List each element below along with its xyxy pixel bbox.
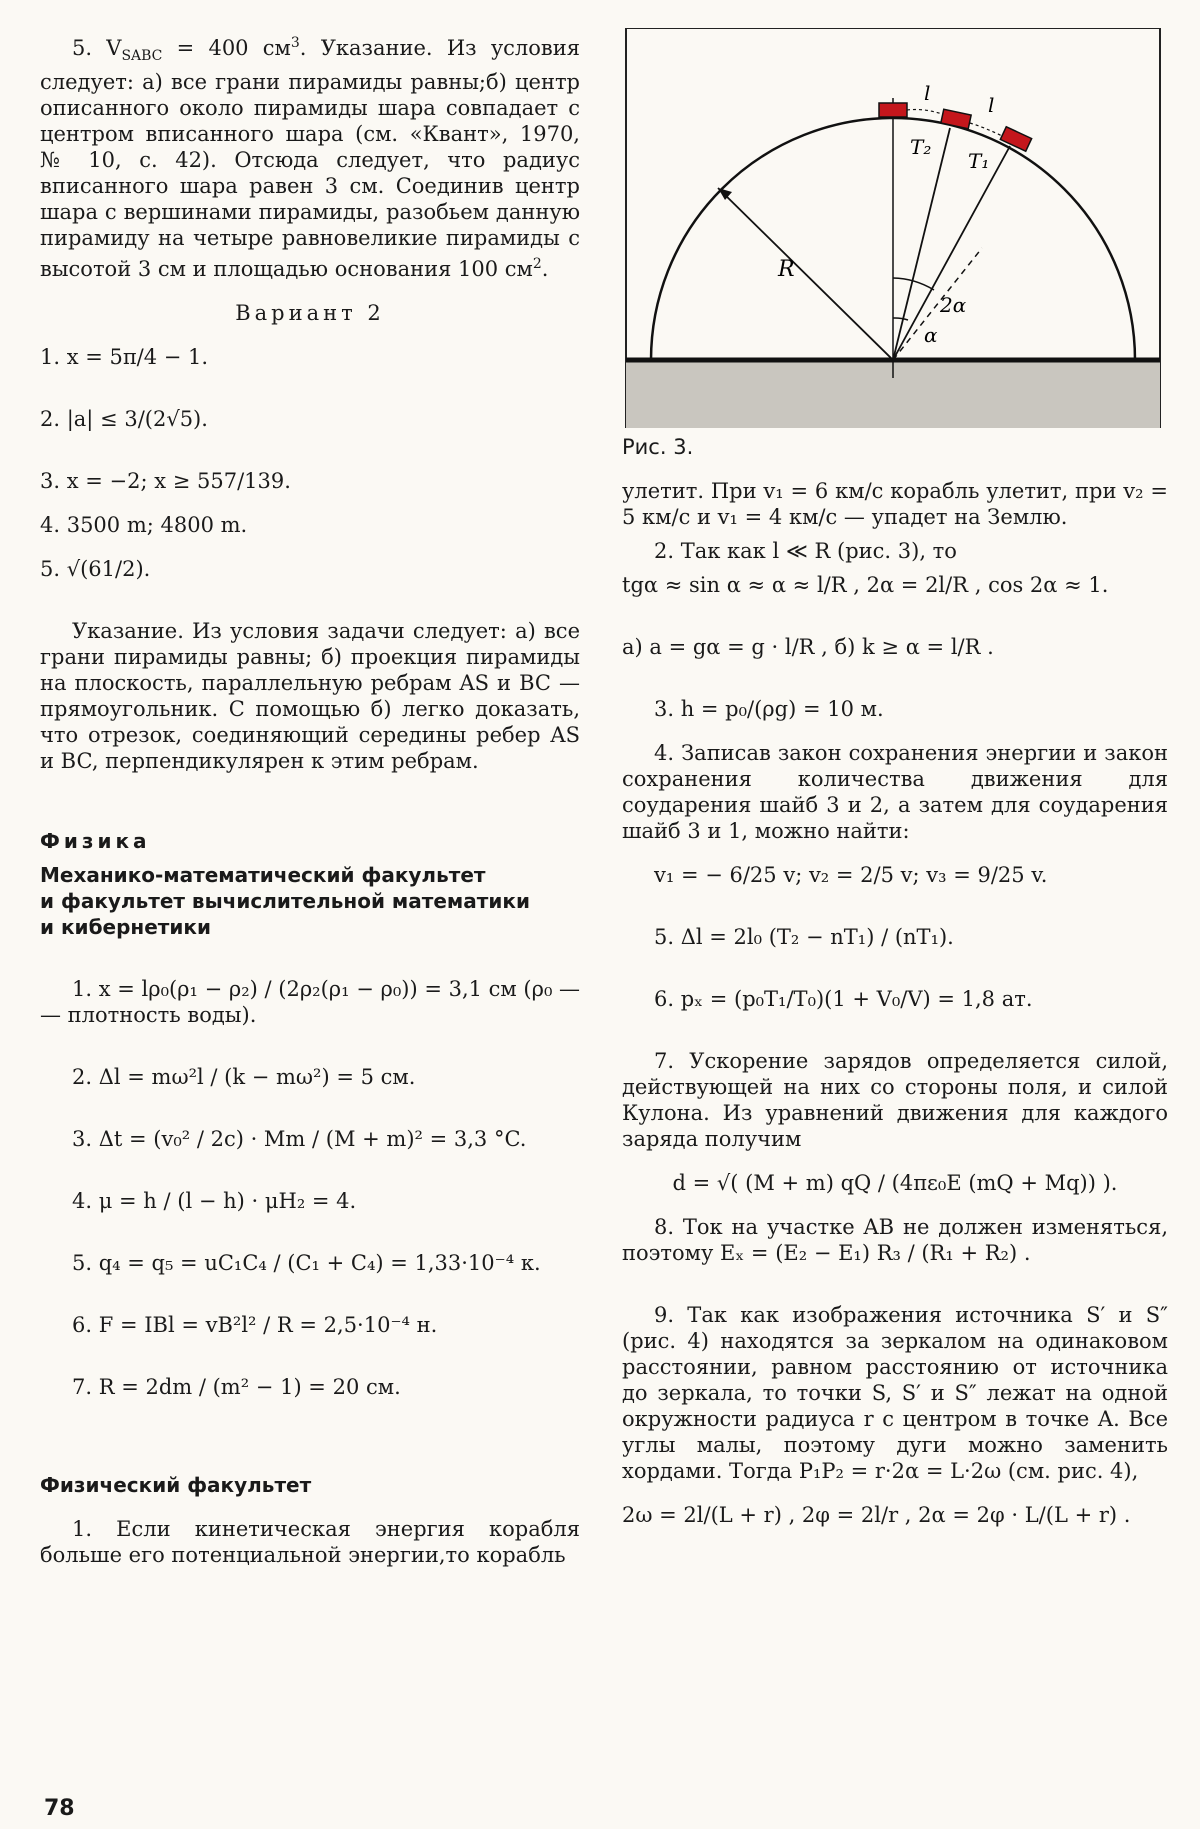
right-item-2-formula-1: tgα ≈ sin α ≈ α ≈ l/R , 2α = 2l/R , cos 2α ≈ 1. <box>622 573 1109 597</box>
label-2a: 2α <box>940 293 967 317</box>
right-item-2-formula-2: а) a = gα = g · l/R , б) k ≥ α = l/R . <box>622 635 994 659</box>
right-column <box>622 18 1168 1528</box>
right-item-4-formula: v₁ = − 6/25 v; v₂ = 2/5 v; v₃ = 9/25 v. <box>654 863 1048 887</box>
physics-item-5: 5. q₄ = q₅ = uC₁C₄ / (C₁ + C₄) = 1,33·10⁻⁴ к. <box>72 1251 541 1276</box>
right-item-7: 7. Ускорение зарядов определяется силой, действующей на них со стороны поля, и силой Кулона. Из уравнений движения для каждого заряда получим <box>622 1049 1168 1151</box>
right-item-6: 6. pₓ = (p₀T₁/T₀)(1 + V₀/V) = 1,8 ат. <box>654 987 1033 1011</box>
right-item-5: 5. Δl = 2l₀ (T₂ − nT₁) / (nT₁). <box>654 925 954 949</box>
phys-faculty-heading: Физический факультет <box>40 1473 312 1498</box>
car-3 <box>1000 127 1031 152</box>
right-item-7-formula: d = √( (M + m) qQ / (4πε₀E (mQ + Mq)) ). <box>672 1171 1118 1195</box>
right-item-2: 2. Так как l ≪ R (рис. 3), то <box>654 539 957 563</box>
physics-item-7: 7. R = 2dm / (m² − 1) = 20 см. <box>72 1375 401 1400</box>
physics-item-4: 4. μ = h / (l − h) · μH₂ = 4. <box>72 1189 357 1214</box>
variant-item-2: 2. |a| ≤ 3/(2√5). <box>40 407 208 432</box>
physics-item-6: 6. F = IBl = vB²l² / R = 2,5·10⁻⁴ н. <box>72 1313 438 1338</box>
car-1 <box>879 103 907 117</box>
physics-heading: Физика <box>40 829 151 854</box>
variant-title: Вариант 2 <box>235 301 385 326</box>
link-2 <box>970 123 1002 136</box>
radius-line <box>718 188 893 360</box>
physics-item-2: 2. Δl = mω²l / (k − mω²) = 5 см. <box>72 1065 416 1090</box>
link-1 <box>907 110 942 115</box>
left-column <box>40 30 580 1568</box>
hint-paragraph: Указание. Из условия задачи следует: а) все грани пирамиды равны; б) проекция пирамиды на плоскость, параллельную ребрам AS и BC — прямоугольник. С помощью б) легко доказать, что отрезок, соединяющий середины ребер AS и BC, перпендикулярен к этим ребрам. <box>40 619 580 774</box>
variant-item-1: 1. x = 5π/4 − 1. <box>40 345 209 370</box>
right-item-9-formula: 2ω = 2l/(L + r) , 2φ = 2l/r , 2α = 2φ · L/(L + r) . <box>622 1503 1131 1527</box>
variant-item-3: 3. x = −2; x ≥ 557/139. <box>40 469 291 494</box>
figure-3 <box>622 28 1168 428</box>
right-item-4: 4. Записав закон сохранения энергии и закон сохранения количества движения для соударения шайб 3 и 2, а затем для соударения шайб 3 и 1, можно найти: <box>622 741 1168 843</box>
page-number: 78 <box>44 1796 75 1821</box>
car-2 <box>941 109 971 129</box>
phys-faculty-item-1: 1. Если кинетическая энергия корабля больше его потенциальной энергии,то корабль <box>40 1517 580 1568</box>
physics-item-1-cont: — плотность воды). <box>40 1003 257 1028</box>
answer-5: 5. $V_{SABC} = 400$ $см^3$. Указание. Из условия следует: а) все грани пирамиды равны;б) центр описанного около пирамиды шара совпадает с центром вписанного шара (см. «Квант», 1970, № 10, с. 42). Отсюда следует, что радиус вписанного шара равен 3 см. Соединив центр шара с вершинами пирамиды, разобьем данную пирамиду на четыре равновеликие пирамиды с высотой 3 см и площадью основания 100 $см^2$. <box>40 35 580 282</box>
figure-caption: Рис. 3. <box>622 435 694 459</box>
angle-arc-a <box>893 318 908 320</box>
label-r: R <box>778 257 795 282</box>
thread-t1 <box>893 146 1010 360</box>
faculty-title-line-3: и кибернетики <box>40 915 211 940</box>
variant-item-4: 4. 3500 m; 4800 m. <box>40 513 248 538</box>
label-l-1: l <box>924 81 931 105</box>
figure-3-drawing <box>622 28 1168 428</box>
faculty-title-line-1: Механико-математический факультет <box>40 863 486 888</box>
right-item-3: 3. h = p₀/(ρg) = 10 м. <box>654 697 884 721</box>
label-a: α <box>924 323 938 347</box>
physics-item-3: 3. Δt = (v₀² / 2c) · Mm / (M + m)² = 3,3 °C. <box>72 1127 527 1152</box>
label-l-2: l <box>988 93 995 117</box>
variant-item-5: 5. √(61/2). <box>40 557 151 582</box>
right-item-8: 8. Ток на участке AB не должен изменяться, поэтому Eₓ = (E₂ − E₁) R₃ / (R₁ + R₂) . <box>622 1215 1168 1265</box>
physics-item-1: 1. x = lρ₀(ρ₁ − ρ₂) / (2ρ₂(ρ₁ − ρ₀)) = 3,1 см (ρ₀ — <box>72 977 581 1002</box>
radius-arrow <box>718 188 732 200</box>
right-item-9: 9. Так как изображения источника S′ и S″ (рис. 4) находятся за зеркалом на одинаковом расстоянии, равном расстоянию от источника до зеркала, то точки S, S′ и S″ лежат на одной окружности радиуса r с центром в точке A. Все углы малы, поэтому дуги можно заменить хордами. Тогда P₁P₂ = r·2α = L·2ω (см. рис. 4), <box>622 1303 1168 1483</box>
label-t2: T₂ <box>910 135 932 159</box>
right-continuation: улетит. При v₁ = 6 км/с корабль улетит, при v₂ = 5 км/с и v₁ = 4 км/с — упадет на Землю. <box>622 479 1168 529</box>
faculty-title-line-2: и факультет вычислительной математики <box>40 889 530 914</box>
label-t1: T₁ <box>968 149 990 173</box>
